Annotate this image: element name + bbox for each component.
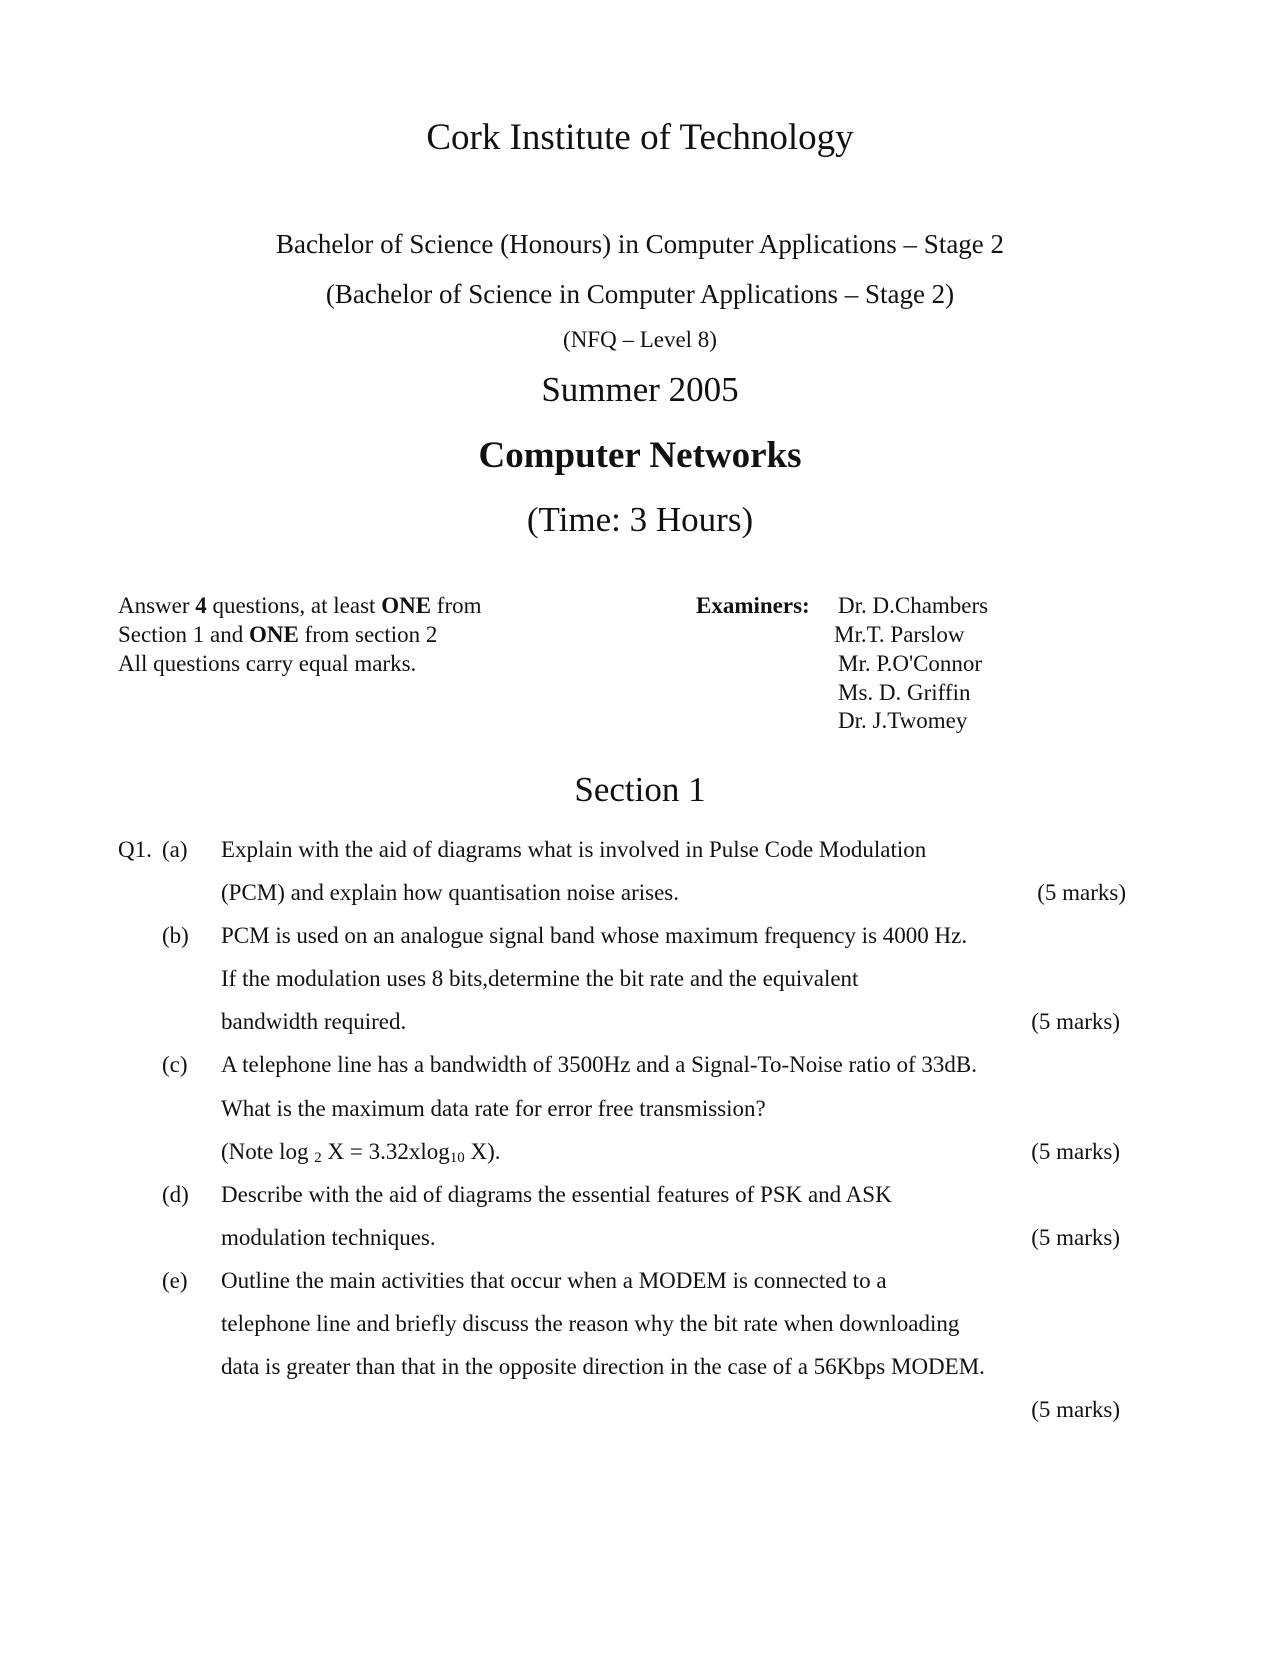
question-number: Q1. [118, 837, 152, 862]
part-label-d: (d) [162, 1182, 189, 1207]
examiner-name: Dr. J.Twomey [838, 708, 968, 733]
subject-title: Computer Networks [478, 435, 802, 476]
part-d-line: modulation techniques. [221, 1225, 436, 1250]
part-label-c: (c) [162, 1052, 188, 1077]
exam-duration: (Time: 3 Hours) [526, 500, 754, 539]
part-e-marks: (5 marks) [1031, 1397, 1120, 1422]
degree-title: Bachelor of Science (Honours) in Computer Applications – Stage 2 [275, 229, 1005, 259]
institution-title: Cork Institute of Technology [426, 117, 854, 158]
part-c-line: A telephone line has a bandwidth of 3500Hz and a Signal-To-Noise ratio of 33dB. [221, 1052, 977, 1077]
part-b-line: If the modulation uses 8 bits,determine the bit rate and the equivalent [221, 966, 859, 991]
part-c-line: What is the maximum data rate for error free transmission? [221, 1096, 766, 1121]
part-label-b: (b) [162, 923, 189, 948]
part-label-a: (a) [162, 837, 188, 862]
part-e-line: data is greater than that in the opposite direction in the case of a 56Kbps MODEM. [221, 1354, 985, 1379]
part-c-marks: (5 marks) [1031, 1139, 1120, 1164]
examiner-name: Mr.T. Parslow [834, 622, 965, 647]
part-label-e: (e) [162, 1268, 188, 1293]
examiner-name: Dr. D.Chambers [838, 593, 989, 618]
part-b-line: bandwidth required. [221, 1009, 407, 1034]
exam-session: Summer 2005 [541, 370, 739, 409]
section-title: Section 1 [574, 770, 706, 809]
examiner-name: Mr. P.O'Connor [838, 651, 983, 676]
part-a-line: Explain with the aid of diagrams what is involved in Pulse Code Modulation [221, 837, 927, 862]
part-b-line: PCM is used on an analogue signal band whose maximum frequency is 4000 Hz. [221, 923, 968, 948]
part-b-marks: (5 marks) [1031, 1009, 1120, 1034]
nfq-level: (NFQ – Level 8) [563, 327, 717, 352]
part-a-marks: (5 marks) [1037, 880, 1126, 905]
instructions-line-2: Section 1 and ONE from section 2 [118, 622, 438, 647]
degree-alt-title: (Bachelor of Science in Computer Applications – Stage 2) [325, 279, 955, 309]
examiners-label: Examiners: [696, 593, 810, 618]
part-a-line: (PCM) and explain how quantisation noise arises. [221, 880, 680, 905]
part-c-note: (Note log $_2$ X = 3.32xlog$_{10}$ X). [221, 1139, 501, 1166]
instructions-line-1: Answer 4 questions, at least ONE from [118, 593, 482, 618]
examiner-name: Ms. D. Griffin [838, 680, 971, 705]
part-e-line: Outline the main activities that occur when a MODEM is connected to a [221, 1268, 887, 1293]
part-d-marks: (5 marks) [1031, 1225, 1120, 1250]
part-e-line: telephone line and briefly discuss the reason why the bit rate when downloading [221, 1311, 960, 1336]
instructions-line-3: All questions carry equal marks. [118, 651, 417, 676]
part-d-line: Describe with the aid of diagrams the essential features of PSK and ASK [221, 1182, 892, 1207]
